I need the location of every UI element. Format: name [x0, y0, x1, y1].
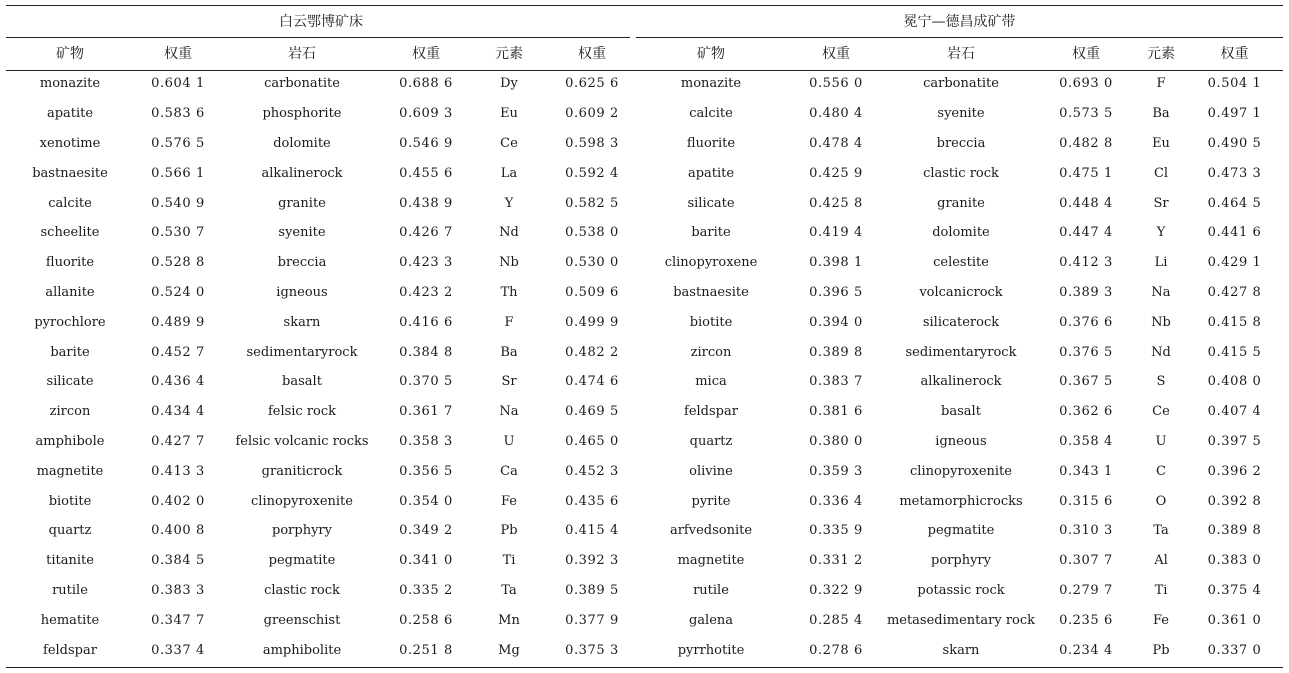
right-weight-cell: 0.573 5 — [1059, 106, 1113, 122]
right-mineral-cell: pyrite — [691, 493, 731, 509]
left-rock-cell: amphibolite — [262, 642, 342, 658]
right-weight-cell: 0.362 6 — [1059, 404, 1113, 420]
table-row — [6, 307, 1283, 337]
right-weight-cell: 0.389 8 — [1207, 523, 1262, 539]
right-mineral-cell: silicate — [687, 195, 735, 211]
left-weight-cell: 0.530 7 — [151, 225, 205, 241]
right-rock-cell: breccia — [936, 135, 986, 151]
right-weight-cell: 0.556 0 — [809, 76, 863, 92]
left-weight-cell: 0.434 4 — [151, 404, 205, 420]
left-weight-cell: 0.384 5 — [151, 553, 205, 569]
table-bottom-rule — [6, 667, 1283, 668]
table-row — [6, 69, 1283, 99]
left-weight-cell: 0.604 1 — [151, 76, 205, 92]
left-mineral-cell: calcite — [48, 195, 92, 211]
left-weight-cell: 0.530 0 — [565, 255, 619, 271]
right-weight-cell: 0.376 5 — [1059, 344, 1113, 360]
left-weight-cell: 0.402 0 — [151, 493, 205, 509]
table-row — [6, 158, 1283, 188]
right-weight-cell: 0.448 4 — [1059, 195, 1113, 211]
right-element-cell: Ta — [1153, 523, 1169, 539]
table-row — [6, 367, 1283, 397]
left-mineral-cell: xenotime — [39, 135, 101, 151]
right-weight-cell: 0.381 6 — [809, 404, 863, 420]
right-rock-cell: alkalinerock — [920, 374, 1002, 390]
right-weight-cell: 0.475 1 — [1059, 165, 1113, 181]
right-mineral-cell: clinopyroxene — [664, 255, 758, 271]
column-header: 元素 — [1147, 46, 1175, 62]
right-mineral-cell: arfvedsonite — [669, 523, 753, 539]
left-weight-cell: 0.609 3 — [399, 106, 453, 122]
right-mineral-cell: fluorite — [686, 135, 736, 151]
right-element-cell: Nd — [1151, 344, 1171, 360]
left-weight-cell: 0.258 6 — [399, 612, 453, 628]
left-weight-cell: 0.583 6 — [151, 106, 205, 122]
right-weight-cell: 0.425 9 — [809, 165, 863, 181]
right-element-cell: F — [1156, 76, 1166, 92]
right-element-cell: Cl — [1153, 165, 1169, 181]
right-mineral-cell: calcite — [689, 106, 733, 122]
column-header-row — [6, 37, 1283, 69]
table-row — [6, 516, 1283, 546]
right-rock-cell: igneous — [935, 433, 987, 449]
left-weight-cell: 0.426 7 — [399, 225, 453, 241]
right-weight-cell: 0.383 7 — [809, 374, 863, 390]
left-weight-cell: 0.688 6 — [399, 76, 453, 92]
column-header: 元素 — [495, 46, 523, 62]
right-weight-cell: 0.331 2 — [809, 553, 863, 569]
right-weight-cell: 0.335 9 — [809, 523, 863, 539]
right-rock-cell: pegmatite — [927, 523, 995, 539]
right-weight-cell: 0.367 5 — [1059, 374, 1113, 390]
column-header: 矿物 — [697, 46, 725, 62]
left-rock-cell: porphyry — [272, 523, 332, 539]
table-row — [6, 99, 1283, 129]
right-element-cell: O — [1155, 493, 1167, 509]
left-element-cell: Y — [504, 195, 514, 211]
left-rock-cell: igneous — [276, 284, 328, 300]
left-weight-cell: 0.356 5 — [399, 463, 453, 479]
table-row — [6, 278, 1283, 308]
left-mineral-cell: feldspar — [43, 642, 97, 658]
right-weight-cell: 0.473 3 — [1207, 165, 1262, 181]
left-weight-cell: 0.474 6 — [565, 374, 619, 390]
left-weight-cell: 0.546 9 — [399, 135, 453, 151]
right-mineral-cell: magnetite — [677, 553, 745, 569]
right-rock-cell: granite — [937, 195, 985, 211]
left-weight-cell: 0.423 2 — [399, 284, 453, 300]
column-header: 权重 — [578, 46, 606, 62]
right-mineral-cell: pyrrhotite — [677, 642, 745, 658]
right-weight-cell: 0.415 8 — [1207, 314, 1262, 330]
left-element-cell: Ce — [500, 135, 518, 151]
right-mineral-cell: mica — [695, 374, 727, 390]
table-body — [6, 69, 1283, 665]
left-mineral-cell: silicate — [46, 374, 94, 390]
group-header-left: 白云鄂博矿床 — [279, 14, 363, 30]
right-element-cell: Nb — [1151, 314, 1171, 330]
right-weight-cell: 0.396 5 — [809, 284, 863, 300]
right-mineral-cell: biotite — [689, 314, 733, 330]
left-weight-cell: 0.392 3 — [565, 553, 619, 569]
right-element-cell: C — [1156, 463, 1166, 479]
left-mineral-cell: biotite — [48, 493, 92, 509]
right-rock-cell: metasedimentary rock — [886, 612, 1036, 628]
right-rock-cell: dolomite — [932, 225, 990, 241]
left-weight-cell: 0.370 5 — [399, 374, 453, 390]
right-weight-cell: 0.408 0 — [1207, 374, 1262, 390]
right-weight-cell: 0.310 3 — [1059, 523, 1113, 539]
right-element-cell: Al — [1154, 553, 1168, 569]
left-mineral-cell: fluorite — [45, 255, 95, 271]
left-element-cell: Ta — [501, 582, 517, 598]
left-mineral-cell: apatite — [46, 106, 94, 122]
left-weight-cell: 0.528 8 — [151, 255, 205, 271]
left-rock-cell: basalt — [282, 374, 322, 390]
right-rock-cell: carbonatite — [923, 76, 999, 92]
right-weight-cell: 0.380 0 — [809, 433, 863, 449]
left-weight-cell: 0.465 0 — [565, 433, 619, 449]
right-element-cell: S — [1156, 374, 1166, 390]
left-weight-cell: 0.251 8 — [399, 642, 453, 658]
right-weight-cell: 0.490 5 — [1207, 135, 1262, 151]
left-element-cell: Nd — [499, 225, 519, 241]
right-mineral-cell: monazite — [680, 76, 742, 92]
left-element-cell: Mg — [498, 642, 520, 658]
left-element-cell: La — [500, 165, 518, 181]
left-weight-cell: 0.509 6 — [565, 284, 619, 300]
left-weight-cell: 0.423 3 — [399, 255, 453, 271]
left-element-cell: Nb — [499, 255, 519, 271]
left-rock-cell: granite — [278, 195, 326, 211]
left-weight-cell: 0.400 8 — [151, 523, 205, 539]
right-rock-cell: metamorphicrocks — [899, 493, 1023, 509]
left-weight-cell: 0.358 3 — [399, 433, 453, 449]
left-element-cell: Ca — [500, 463, 518, 479]
right-weight-cell: 0.322 9 — [809, 582, 863, 598]
left-mineral-cell: titanite — [46, 553, 94, 569]
right-weight-cell: 0.425 8 — [809, 195, 863, 211]
right-rock-cell: celestite — [933, 255, 989, 271]
left-mineral-cell: magnetite — [36, 463, 104, 479]
table-row — [6, 427, 1283, 457]
right-rock-cell: skarn — [942, 642, 980, 658]
left-mineral-cell: pyrochlore — [34, 314, 106, 330]
left-weight-cell: 0.625 6 — [565, 76, 619, 92]
left-weight-cell: 0.335 2 — [399, 582, 453, 598]
right-weight-cell: 0.361 0 — [1207, 612, 1262, 628]
right-weight-cell: 0.464 5 — [1207, 195, 1262, 211]
left-rock-cell: dolomite — [273, 135, 331, 151]
right-mineral-cell: olivine — [689, 463, 733, 479]
group-header-right: 冕宁—德昌成矿带 — [903, 14, 1016, 30]
right-rock-cell: basalt — [941, 404, 981, 420]
table-row — [6, 337, 1283, 367]
left-weight-cell: 0.337 4 — [151, 642, 205, 658]
left-weight-cell: 0.413 3 — [151, 463, 205, 479]
right-mineral-cell: bastnaesite — [673, 284, 749, 300]
left-weight-cell: 0.416 6 — [399, 314, 453, 330]
left-weight-cell: 0.349 2 — [399, 523, 453, 539]
left-weight-cell: 0.384 8 — [399, 344, 453, 360]
left-element-cell: F — [504, 314, 514, 330]
right-element-cell: Eu — [1152, 135, 1170, 151]
right-mineral-cell: quartz — [689, 433, 733, 449]
left-element-cell: Th — [500, 284, 518, 300]
left-mineral-cell: rutile — [52, 582, 88, 598]
left-element-cell: Dy — [500, 76, 518, 92]
left-weight-cell: 0.389 5 — [565, 582, 619, 598]
right-mineral-cell: galena — [688, 612, 734, 628]
left-mineral-cell: amphibole — [35, 433, 105, 449]
right-rock-cell: volcanicrock — [919, 284, 1003, 300]
left-mineral-cell: allanite — [45, 284, 95, 300]
left-rock-cell: carbonatite — [264, 76, 340, 92]
right-rock-cell: potassic rock — [917, 582, 1005, 598]
table-row — [6, 576, 1283, 606]
left-rock-cell: graniticrock — [261, 463, 343, 479]
right-element-cell: Sr — [1153, 195, 1169, 211]
left-weight-cell: 0.566 1 — [151, 165, 205, 181]
left-weight-cell: 0.436 4 — [151, 374, 205, 390]
left-rock-cell: felsic rock — [267, 404, 337, 420]
left-weight-cell: 0.377 9 — [565, 612, 619, 628]
left-rock-cell: greenschist — [263, 612, 341, 628]
right-weight-cell: 0.375 4 — [1207, 582, 1262, 598]
left-element-cell: Na — [499, 404, 519, 420]
table-row — [6, 129, 1283, 159]
left-mineral-cell: bastnaesite — [32, 165, 108, 181]
left-weight-cell: 0.576 5 — [151, 135, 205, 151]
left-mineral-cell: monazite — [39, 76, 101, 92]
table-row — [6, 486, 1283, 516]
table-row — [6, 218, 1283, 248]
column-header: 权重 — [822, 46, 850, 62]
left-weight-cell: 0.415 4 — [565, 523, 619, 539]
group-header-row — [6, 5, 1283, 37]
left-weight-cell: 0.452 3 — [565, 463, 619, 479]
left-weight-cell: 0.499 9 — [565, 314, 619, 330]
right-weight-cell: 0.482 8 — [1059, 135, 1113, 151]
right-weight-cell: 0.412 3 — [1059, 255, 1113, 271]
right-weight-cell: 0.478 4 — [809, 135, 863, 151]
left-element-cell: Ba — [500, 344, 518, 360]
right-weight-cell: 0.419 4 — [809, 225, 863, 241]
left-weight-cell: 0.582 5 — [565, 195, 619, 211]
right-weight-cell: 0.376 6 — [1059, 314, 1113, 330]
table-row — [6, 635, 1283, 665]
right-weight-cell: 0.389 3 — [1059, 284, 1113, 300]
right-element-cell: Na — [1151, 284, 1171, 300]
right-weight-cell: 0.234 4 — [1059, 642, 1113, 658]
right-weight-cell: 0.504 1 — [1207, 76, 1262, 92]
column-header: 权重 — [412, 46, 440, 62]
column-header: 矿物 — [56, 46, 84, 62]
right-weight-cell: 0.343 1 — [1059, 463, 1113, 479]
left-weight-cell: 0.482 2 — [565, 344, 619, 360]
left-mineral-cell: barite — [50, 344, 90, 360]
right-mineral-cell: rutile — [693, 582, 729, 598]
left-weight-cell: 0.538 0 — [565, 225, 619, 241]
right-weight-cell: 0.398 1 — [809, 255, 863, 271]
left-mineral-cell: scheelite — [40, 225, 100, 241]
left-rock-cell: breccia — [277, 255, 327, 271]
right-rock-cell: sedimentaryrock — [905, 344, 1017, 360]
right-mineral-cell: feldspar — [684, 404, 738, 420]
left-weight-cell: 0.609 2 — [565, 106, 619, 122]
right-element-cell: Ba — [1152, 106, 1170, 122]
left-weight-cell: 0.592 4 — [565, 165, 619, 181]
right-weight-cell: 0.383 0 — [1207, 553, 1262, 569]
right-mineral-cell: apatite — [687, 165, 735, 181]
right-weight-cell: 0.279 7 — [1059, 582, 1113, 598]
column-header: 权重 — [1220, 46, 1249, 62]
right-weight-cell: 0.429 1 — [1207, 255, 1262, 271]
right-weight-cell: 0.407 4 — [1207, 404, 1262, 420]
right-weight-cell: 0.447 4 — [1059, 225, 1113, 241]
left-weight-cell: 0.341 0 — [399, 553, 453, 569]
right-weight-cell: 0.285 4 — [809, 612, 863, 628]
right-element-cell: U — [1155, 433, 1167, 449]
right-element-cell: Y — [1156, 225, 1166, 241]
left-rock-cell: felsic volcanic rocks — [235, 433, 369, 449]
left-weight-cell: 0.469 5 — [565, 404, 619, 420]
right-weight-cell: 0.307 7 — [1059, 553, 1113, 569]
right-element-cell: Ce — [1152, 404, 1170, 420]
right-rock-cell: clastic rock — [923, 165, 999, 181]
right-weight-cell: 0.415 5 — [1207, 344, 1262, 360]
right-weight-cell: 0.278 6 — [809, 642, 863, 658]
left-mineral-cell: hematite — [40, 612, 100, 628]
left-weight-cell: 0.524 0 — [151, 284, 205, 300]
right-weight-cell: 0.427 8 — [1207, 284, 1262, 300]
right-rock-cell: syenite — [937, 106, 985, 122]
left-element-cell: Pb — [500, 523, 518, 539]
left-element-cell: U — [503, 433, 515, 449]
left-weight-cell: 0.438 9 — [399, 195, 453, 211]
right-weight-cell: 0.397 5 — [1207, 433, 1262, 449]
right-mineral-cell: barite — [691, 225, 731, 241]
column-header: 权重 — [164, 46, 192, 62]
left-weight-cell: 0.489 9 — [151, 314, 205, 330]
left-rock-cell: clinopyroxenite — [251, 493, 353, 509]
left-rock-cell: pegmatite — [268, 553, 336, 569]
column-header: 权重 — [1072, 46, 1100, 62]
left-weight-cell: 0.354 0 — [399, 493, 453, 509]
left-mineral-cell: zircon — [49, 404, 91, 420]
right-weight-cell: 0.394 0 — [809, 314, 863, 330]
right-element-cell: Fe — [1152, 612, 1169, 628]
table-row — [6, 605, 1283, 635]
right-weight-cell: 0.389 8 — [809, 344, 863, 360]
right-weight-cell: 0.358 4 — [1059, 433, 1113, 449]
left-rock-cell: sedimentaryrock — [246, 344, 358, 360]
left-rock-cell: alkalinerock — [261, 165, 343, 181]
right-weight-cell: 0.497 1 — [1207, 106, 1262, 122]
right-rock-cell: porphyry — [931, 553, 991, 569]
right-rock-cell: clinopyroxenite — [910, 463, 1012, 479]
left-rock-cell: syenite — [278, 225, 326, 241]
left-weight-cell: 0.455 6 — [399, 165, 453, 181]
right-weight-cell: 0.441 6 — [1207, 225, 1262, 241]
right-weight-cell: 0.480 4 — [809, 106, 863, 122]
right-weight-cell: 0.315 6 — [1059, 493, 1113, 509]
right-weight-cell: 0.359 3 — [809, 463, 863, 479]
left-weight-cell: 0.347 7 — [151, 612, 205, 628]
right-weight-cell: 0.337 0 — [1207, 642, 1262, 658]
table-row — [6, 546, 1283, 576]
left-weight-cell: 0.452 7 — [151, 344, 205, 360]
right-element-cell: Pb — [1152, 642, 1170, 658]
table-row — [6, 188, 1283, 218]
left-rock-cell: skarn — [283, 314, 321, 330]
table-row — [6, 397, 1283, 427]
left-element-cell: Mn — [498, 612, 520, 628]
column-header: 岩石 — [288, 46, 316, 62]
right-weight-cell: 0.336 4 — [809, 493, 863, 509]
right-rock-cell: silicaterock — [922, 314, 1000, 330]
left-mineral-cell: quartz — [48, 523, 92, 539]
right-weight-cell: 0.235 6 — [1059, 612, 1113, 628]
left-element-cell: Eu — [500, 106, 518, 122]
right-element-cell: Li — [1154, 255, 1168, 271]
table-row — [6, 456, 1283, 486]
left-element-cell: Sr — [501, 374, 517, 390]
left-weight-cell: 0.375 3 — [565, 642, 619, 658]
left-rock-cell: clastic rock — [264, 582, 340, 598]
left-weight-cell: 0.427 7 — [151, 433, 205, 449]
right-weight-cell: 0.396 2 — [1207, 463, 1262, 479]
column-header: 岩石 — [947, 46, 975, 62]
right-weight-cell: 0.693 0 — [1059, 76, 1113, 92]
left-weight-cell: 0.383 3 — [151, 582, 205, 598]
left-element-cell: Fe — [500, 493, 517, 509]
left-weight-cell: 0.540 9 — [151, 195, 205, 211]
left-weight-cell: 0.598 3 — [565, 135, 619, 151]
weights-table — [6, 5, 1283, 665]
right-element-cell: Ti — [1154, 582, 1168, 598]
right-mineral-cell: zircon — [690, 344, 732, 360]
left-weight-cell: 0.361 7 — [399, 404, 453, 420]
right-weight-cell: 0.392 8 — [1207, 493, 1262, 509]
left-element-cell: Ti — [502, 553, 516, 569]
left-weight-cell: 0.435 6 — [565, 493, 619, 509]
left-rock-cell: phosphorite — [262, 106, 342, 122]
table-row — [6, 248, 1283, 278]
